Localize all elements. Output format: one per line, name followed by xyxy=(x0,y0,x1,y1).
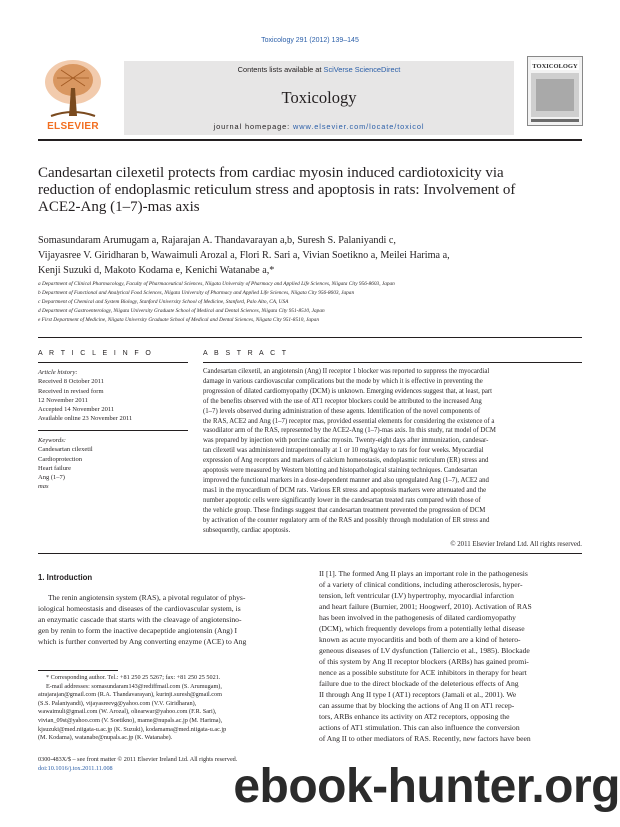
body-line: iological homeostasis and diseases of the cardiovascular system, is xyxy=(38,604,241,613)
body-line: of a variety of clinical conditions, including atherosclerosis, hyper- xyxy=(319,580,523,589)
body-line: II [1]. The formed Ang II plays an important role in the pathogenesis xyxy=(319,569,528,578)
footnote-line[interactable]: (M. Kodama), watanabe@nupals.ac.jp (K. Watanabe). xyxy=(38,734,173,742)
body-line: tors, ARBs enhance its activity on AT2 receptors, opposing the xyxy=(319,712,510,721)
keyword: Cardioprotection xyxy=(38,455,83,463)
keyword: Heart failure xyxy=(38,464,72,472)
keywords-label: Keywords: xyxy=(38,437,66,444)
history-item: Received in revised form xyxy=(38,387,104,395)
body-line: The renin angiotensin system (RAS), a pivotal regulator of phys- xyxy=(48,593,246,602)
intro-left-column xyxy=(38,592,303,647)
footnote xyxy=(38,674,303,743)
footnote-line[interactable]: wawaimuli@gmail.com (W. Arozal), oliearwar@yahoo.com (F.R. Sari), xyxy=(38,708,217,716)
history-item: Accepted 14 November 2011 xyxy=(38,406,115,414)
body-line: nence as a possible substitute for ACE inhibitors in therapy for heart xyxy=(319,668,527,677)
body-line: which is further converted by Ang converting enzyme (ACE) to Ang xyxy=(38,637,247,646)
cover-title: TOXICOLOGY xyxy=(532,63,578,70)
article-info-rule xyxy=(38,362,188,363)
publisher-logo-text: ELSEVIER xyxy=(47,121,99,132)
abstract-line: improved the functional markers in a dose-dependent manner and also upregulated Ang (1–7), ACE2 and xyxy=(203,476,489,484)
homepage-link[interactable]: www.elsevier.com/locate/toxicol xyxy=(293,122,425,131)
footnote-line[interactable]: vivian_09st@yahoo.com (V. Soetikno), mame@nupals.ac.jp (M. Harima), xyxy=(38,716,223,724)
affiliation-list xyxy=(38,280,586,325)
body-line: and heart failure (Burnier, 2001; Hoogwerf, 2010). Activation of RAS xyxy=(319,602,532,611)
abstract-line: Candesartan cilexetil, an angiotensin (Ang) II receptor 1 blocker was reported to suppress the myocardial xyxy=(203,368,490,375)
intro-heading: 1. Introduction xyxy=(38,573,93,582)
footnote-line: * Corresponding author. Tel.: +81 250 25 5267; fax: +81 250 25 5021. xyxy=(46,674,221,681)
abstract-line: by activation of the counter regulatory arm of the RAS and possibly through modulation of ER stress and xyxy=(203,516,490,524)
abstract-bottom-rule xyxy=(38,553,582,554)
title-line-3: ACE2-Ang (1–7)-mas axis xyxy=(38,199,200,215)
footnote-rule xyxy=(38,670,118,671)
body-line: gen by renin to form the inactive decapeptide angiotensin (Ang) I xyxy=(38,626,238,635)
title-line-1: Candesartan cilexetil protects from cardiac myosin induced cardiotoxicity via xyxy=(38,165,504,181)
abstract-line: vasodilator arm of the RAS, represented by the ACE2-Ang (1–7)-mas axis. In this study, rat model of DCM xyxy=(203,427,496,435)
abstract-line: mas1 in the myocardium of DCM rats. Various ER stress and apoptosis markers were attenuated and the xyxy=(203,486,487,494)
contents-prefix: Contents lists available at xyxy=(237,65,324,74)
body-line: failure due to the direct blockade of the deleterious effects of Ang xyxy=(319,679,519,688)
body-line: tension, left ventricular (LV) hypertrophy, myocardial infarction xyxy=(319,591,514,600)
copyright: © 2011 Elsevier Ireland Ltd. All rights reserved. xyxy=(450,541,582,548)
contents-line xyxy=(124,65,514,74)
keyword: Ang (1–7) xyxy=(38,474,65,482)
journal-title: Toxicology xyxy=(281,88,357,107)
affiliation-c: c Department of Chemical and System Biology, Stanford University School of Medicine, Stanford, Palo Alto, CA, USA xyxy=(38,299,289,305)
body-line: actions of AT1 stimulation. This can also influence the conversion xyxy=(319,723,520,732)
abstract-line: (1–7) levels observed during administration of these agents. Identification of the novel components of xyxy=(203,407,481,415)
abstract-heading: A B S T R A C T xyxy=(203,350,289,357)
journal-citation[interactable]: Toxicology 291 (2012) 139–145 xyxy=(261,37,359,44)
journal-cover-thumbnail[interactable] xyxy=(527,56,583,126)
abstract-line: apoptosis were measured by Western blotting and histopathological staining techniques. Candesartan xyxy=(203,467,478,475)
abstract-line: of the benefits observed with the use of AT1 receptor blockers could be attributed to the increased Ang xyxy=(203,397,482,405)
header-rule xyxy=(38,139,582,141)
issn-line: 0300-483X/$ – see front matter © 2011 Elsevier Ireland Ltd. All rights reserved. xyxy=(38,756,238,763)
article-history xyxy=(38,368,188,424)
history-item: Received 8 October 2011 xyxy=(38,378,104,386)
history-label: Article history: xyxy=(38,369,78,376)
abstract-line: was prepared by injection with porcine cardiac myosin. Twenty-eight days after immunization, candesar- xyxy=(203,437,489,445)
affiliation-rule xyxy=(38,337,582,338)
history-item: Available online 23 November 2011 xyxy=(38,415,133,423)
abstract-text xyxy=(203,367,582,535)
footnote-line[interactable]: kjsuzuki@med.niigata-u.ac.jp (K. Suzuki), kodamama@med.niigata-u.ac.jp xyxy=(38,725,227,733)
affiliation-a: a Department of Clinical Pharmacology, Faculty of Pharmaceutical Sciences, Niigata University of Pharmacy and Applied Life Sciences, Niigata City 956-8603, Japan xyxy=(38,281,395,287)
intro-right-column xyxy=(319,568,582,744)
abstract-line: expression of Ang receptors and markers of calcium homeostasis, endoplasmic reticulum (ER) stress and xyxy=(203,457,489,465)
abstract-line: the vehicle group. These findings suggest that candesartan treatment prevented the progression of DCM xyxy=(203,506,486,514)
body-line: (DCM), which frequently develops from a potentially lethal disease xyxy=(319,624,525,633)
keywords-rule xyxy=(38,430,188,431)
author-line-3: Kenji Suzuki d, Makoto Kodama e, Kenichi Watanabe a,* xyxy=(38,265,275,276)
body-line: II through Ang II type I (AT1) receptors (Jamali et al., 2001). We xyxy=(319,690,517,699)
body-line: can assume that by blocking the actions of Ang II on AT1 recep- xyxy=(319,701,515,710)
body-line: known as acute myocarditis and both of them are a kind of hetero- xyxy=(319,635,521,644)
title-line-2: reduction of endoplasmic reticulum stress and apoptosis in rats: Involvement of xyxy=(38,182,516,198)
sciencedirect-link[interactable]: SciVerse ScienceDirect xyxy=(323,65,401,74)
affiliation-d: d Department of Gastroenterology, Niigata University Graduate School of Medical and Dental Sciences, Niigata City 951-8510, Japan xyxy=(38,308,325,314)
doi-link[interactable]: doi:10.1016/j.tox.2011.11.008 xyxy=(38,765,113,772)
affiliation-e: e First Department of Medicine, Niigata University Graduate School of Medical and Dental Sciences, Niigata City 951-8510, Japan xyxy=(38,317,319,323)
article-title xyxy=(38,165,586,216)
body-line: of this system by Ang II receptor blockers (ARBs) has gained promi- xyxy=(319,657,529,666)
article-info-heading: A R T I C L E I N F O xyxy=(38,350,154,357)
keyword: mas xyxy=(38,483,49,491)
abstract-rule xyxy=(203,362,582,363)
author-line-2: Vijayasree V. Giridharan b, Wawaimuli Arozal a, Flori R. Sari a, Vivian Soetikno a, Meilei Harima a, xyxy=(38,250,450,261)
abstract-line: subsequently, cardiac apoptosis. xyxy=(203,526,291,534)
footnote-line[interactable]: atrajarajan@gmail.com (R.A. Thandavarayan), kurinji.suresh@gmail.com xyxy=(38,691,222,699)
abstract-line: damage in various cardiovascular complications but the mode by which it is effective in preventing the xyxy=(203,377,483,385)
author-line-1: Somasundaram Arumugam a, Rajarajan A. Thandavarayan a,b, Suresh S. Palaniyandi c, xyxy=(38,235,396,246)
affiliation-b: b Department of Functional and Analytical Food Sciences, Niigata University of Pharmacy and Applied Life Sciences, Niigata City 956-8603, Japan xyxy=(38,290,355,296)
body-line: geneous diseases of LV dysfunction (Taliercio et al., 1985). Blockade xyxy=(319,646,530,655)
journal-homepage xyxy=(124,122,514,131)
history-item: 12 November 2011 xyxy=(38,396,88,404)
keywords-block xyxy=(38,436,188,492)
watermark-text: ebook-hunter.org xyxy=(233,760,620,813)
body-line: an enzymatic cascade that starts with the cleavage of angiotensino- xyxy=(38,615,242,624)
footnote-line[interactable]: E-mail addresses: somasundaram143@rediffmail.com (S. Arumugam), xyxy=(46,682,222,690)
author-list xyxy=(38,233,586,278)
keyword: Candesartan cilexetil xyxy=(38,446,93,454)
footnote-line[interactable]: (S.S. Palaniyandi), vijayasreevg@yahoo.com (V.V. Giridharan), xyxy=(38,699,197,707)
body-line: of Ang II to other mediators of RAS. Recently, new factors have been xyxy=(319,734,531,743)
body-line: has been involved in the pathogenesis of dilated cardiomyopathy xyxy=(319,613,516,622)
homepage-prefix: journal homepage: xyxy=(213,122,294,131)
abstract-line: the RAS, ACE2 and Ang (1–7) receptor mas, provided essential elements for considering the existence of a xyxy=(203,417,495,425)
abstract-line: number apoptotic cells were significantly lower in the candesartan treated rats compared with those of xyxy=(203,496,481,504)
abstract-line: progression of dilated cardiomyopathy (DCM) is unknown. Emerging evidences suggest that, at least, part xyxy=(203,387,493,395)
abstract-line: tan cilexetil was administered intraperitoneally at 1 or 10 mg/kg/day to rats for four weeks. Myocardial xyxy=(203,447,484,455)
